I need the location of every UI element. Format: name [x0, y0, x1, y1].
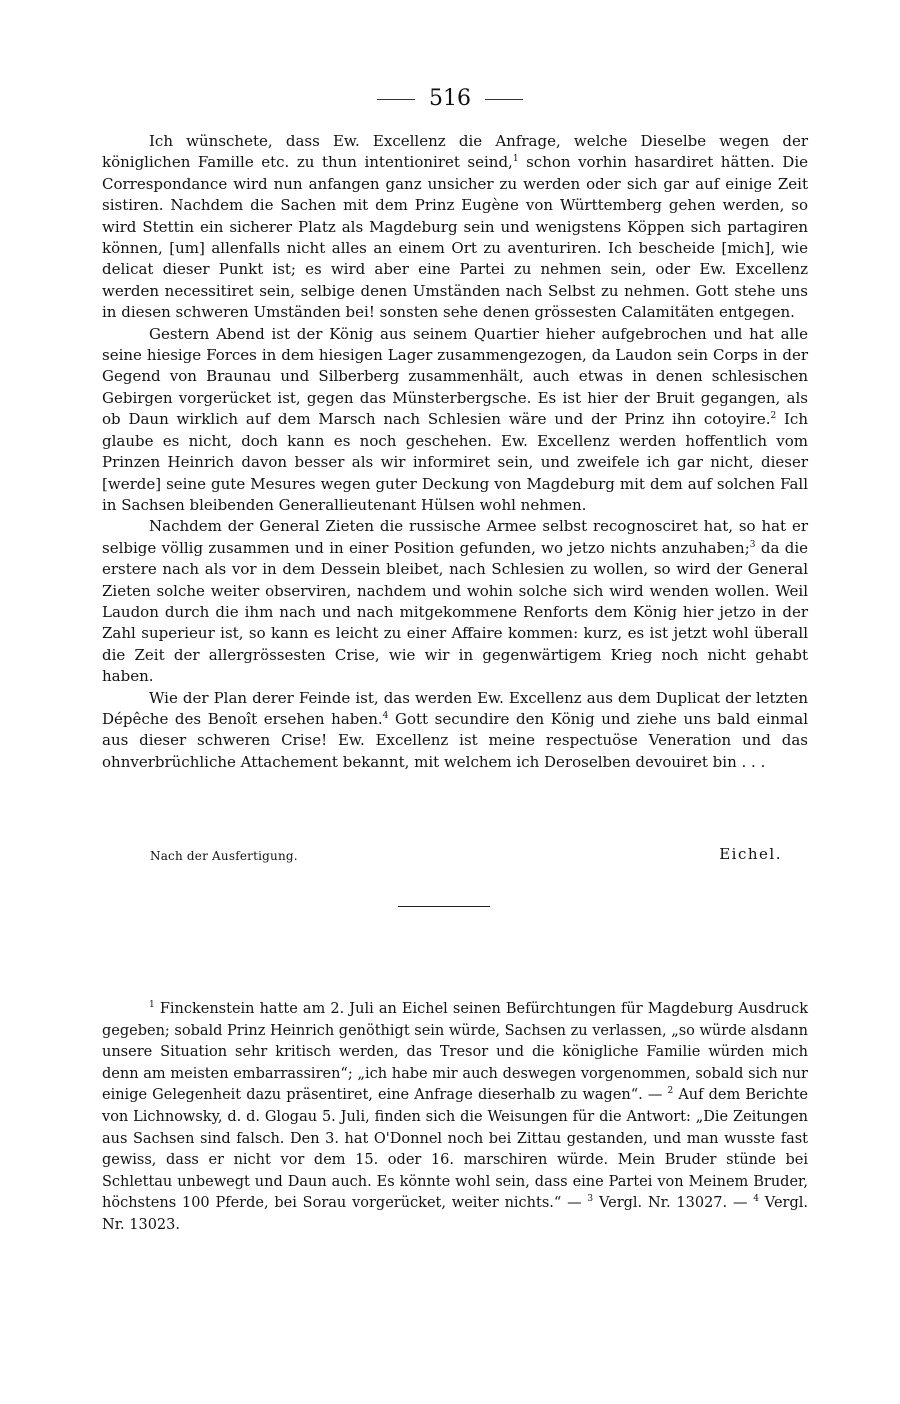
letter-body [102, 131, 808, 773]
footnote-ref-1: 1 [512, 154, 519, 165]
footnote-ref-2: 2 [770, 411, 777, 422]
footnote-mark-3: 3 [587, 1194, 594, 1205]
paragraph-1-text-a: Ich wünschete, dass Ew. Excellenz die Anfrage, welche Dieselbe wegen der königlichen Famille etc. zu thun intentioniret seind, [102, 132, 808, 172]
paragraph-1 [102, 131, 808, 324]
signature: Eichel. [719, 845, 782, 863]
footnote-mark-2: 2 [667, 1086, 674, 1097]
paragraph-2-text-b: Ich glaube es nicht, doch kann es noch geschehen. Ew. Excellenz werden hoffentlich vom Prinzen Heinrich davon besser als wir informiret sein, und zweifele ich gar nicht, dieser [werde] seine gute Mesures wegen guter Deckung von Magdeburg mit dem auf solchen Fall in Sachsen bleibenden Generallieutenant Hülsen wohl nehmen. [102, 410, 808, 514]
paragraph-3-text-a: Nachdem der General Zieten die russische Armee selbst recognosciret hat, so hat er selbige völlig zusammen und in einer Position gefunden, wo jetzo nichts anzuhaben; [102, 517, 808, 557]
footnote-block [102, 999, 808, 1237]
footnote-ref-4: 4 [382, 710, 389, 721]
section-divider [398, 906, 490, 907]
paragraph-3-text-b: da die erstere nach als vor in dem Dessein bleibet, nach Schlesien zu wollen, so wird der General Zieten solche weiter observiren, nachdem und wohin solche sich wird wenden wollen. Weil Laudon durch die ihm nach und nach mitgekommene Renforts dem König hier jetzo in der Zahl superieur ist, so kann es leicht zu einer Affaire kommen: kurz, es ist jetzt wohl überall die Zeit der allergrössesten Crise, wie wir in gegenwärtigem Krieg noch nicht gehabt haben. [102, 538, 808, 686]
footnote-ref-3: 3 [749, 539, 756, 550]
paragraph-2 [102, 324, 808, 517]
signoff [102, 845, 808, 869]
paragraph-1-text-b: schon vorhin hasardiret hätten. Die Correspondance wird nun anfangen ganz unsicher zu werden oder sich gar auf einige Zeit sistiren. Nachdem die Sachen mit dem Prinz Eugène von Württemberg gehen werden, so wird Stettin ein sicherer Platz als Magdeburg sein und wenigstens Köppen sich partagiren können, [um] allenfalls nicht alles an einem Ort zu aventuriren. Ich bescheide [mich], wie delicat dieser Punkt ist; es wird aber eine Partei zu nehmen sein, oder Ew. Excellenz werden necessitiret sein, selbige denen Umständen nach Selbst zu nehmen. Gott stehe uns in diesen schweren Umständen bei! sonsten sehe denen grössesten Calamitäten entgegen. [102, 153, 808, 322]
footnote-mark-1: 1 [149, 1000, 155, 1011]
header-rule-right [485, 99, 523, 100]
paragraph-4-text-b: Gott secundire den König und ziehe uns bald einmal aus dieser schweren Crise! Ew. Excellenz ist meine respectuöse Veneration und das ohnverbrüchliche Attachement bekannt, mit welchem ich Deroselben devouiret bin . . . [102, 709, 808, 771]
page-number: 516 [429, 86, 471, 111]
page-header [0, 84, 900, 114]
footnote-1-text: Finckenstein hatte am 2. Juli an Eichel seinen Befürchtungen für Magdeburg Ausdruck gegeben; sobald Prinz Heinrich genöthigt sein würde, Sachsen zu verlassen, „so würde alsdann unsere Situation sehr kritisch werden, das Tresor und die königliche Familie würden mich denn am meisten embarrassiren“; „ich habe mir auch deswegen vorgenommen, sobald sich nur einige Gelegenheit dazu präsentiret, eine Anfrage dieserhalb zu wagen“. — [102, 1001, 808, 1104]
paragraph-4 [102, 688, 808, 774]
footnote-mark-4: 4 [753, 1194, 759, 1205]
footnote-3-text: Vergl. Nr. 13027. — [593, 1195, 754, 1212]
paragraph-2-text-a: Gestern Abend ist der König aus seinem Quartier hieher aufgebrochen und hat alle seine hiesige Forces in dem hiesigen Lager zusammengezogen, da Laudon sein Corps in der Gegend von Braunau und Silberberg zusammenhält, auch etwas in denen schlesischen Gebirgen vorgerücket ist, gegen das Münsterbergsche. Es ist hier der Bruit gegangen, als ob Daun wirklich auf dem Marsch nach Schlesien wäre und der Prinz ihn cotoyire. [102, 324, 808, 429]
footnote-2-text: Auf dem Berichte von Lichnowsky, d. d. Glogau 5. Juli, finden sich die Weisungen für die Antwort: „Die Zeitungen aus Sachsen sind falsch. Den 3. hat O'Donnel noch bei Zittau gestanden, und man wusste fast gewiss, dass er nicht vor dem 15. oder 16. marschiren würde. Mein Bruder stünde bei Schlettau unbewegt und Daun auch. Es könnte wohl sein, dass eine Partei von Meinem Bruder, höchstens 100 Pferde, bei Sorau vorgerücket, weiter nichts.“ — [102, 1087, 808, 1212]
paragraph-4-text-a: Wie der Plan derer Feinde ist, das werden Ew. Excellenz aus dem Duplicat der letzten Dépêche des Benoît ersehen haben. [102, 688, 808, 728]
header-rule-left [377, 99, 415, 100]
source-note: Nach der Ausfertigung. [150, 849, 298, 863]
footnotes [102, 999, 808, 1237]
paragraph-3 [102, 516, 808, 687]
footnote-4-text: Vergl. Nr. 13023. [102, 1195, 808, 1233]
